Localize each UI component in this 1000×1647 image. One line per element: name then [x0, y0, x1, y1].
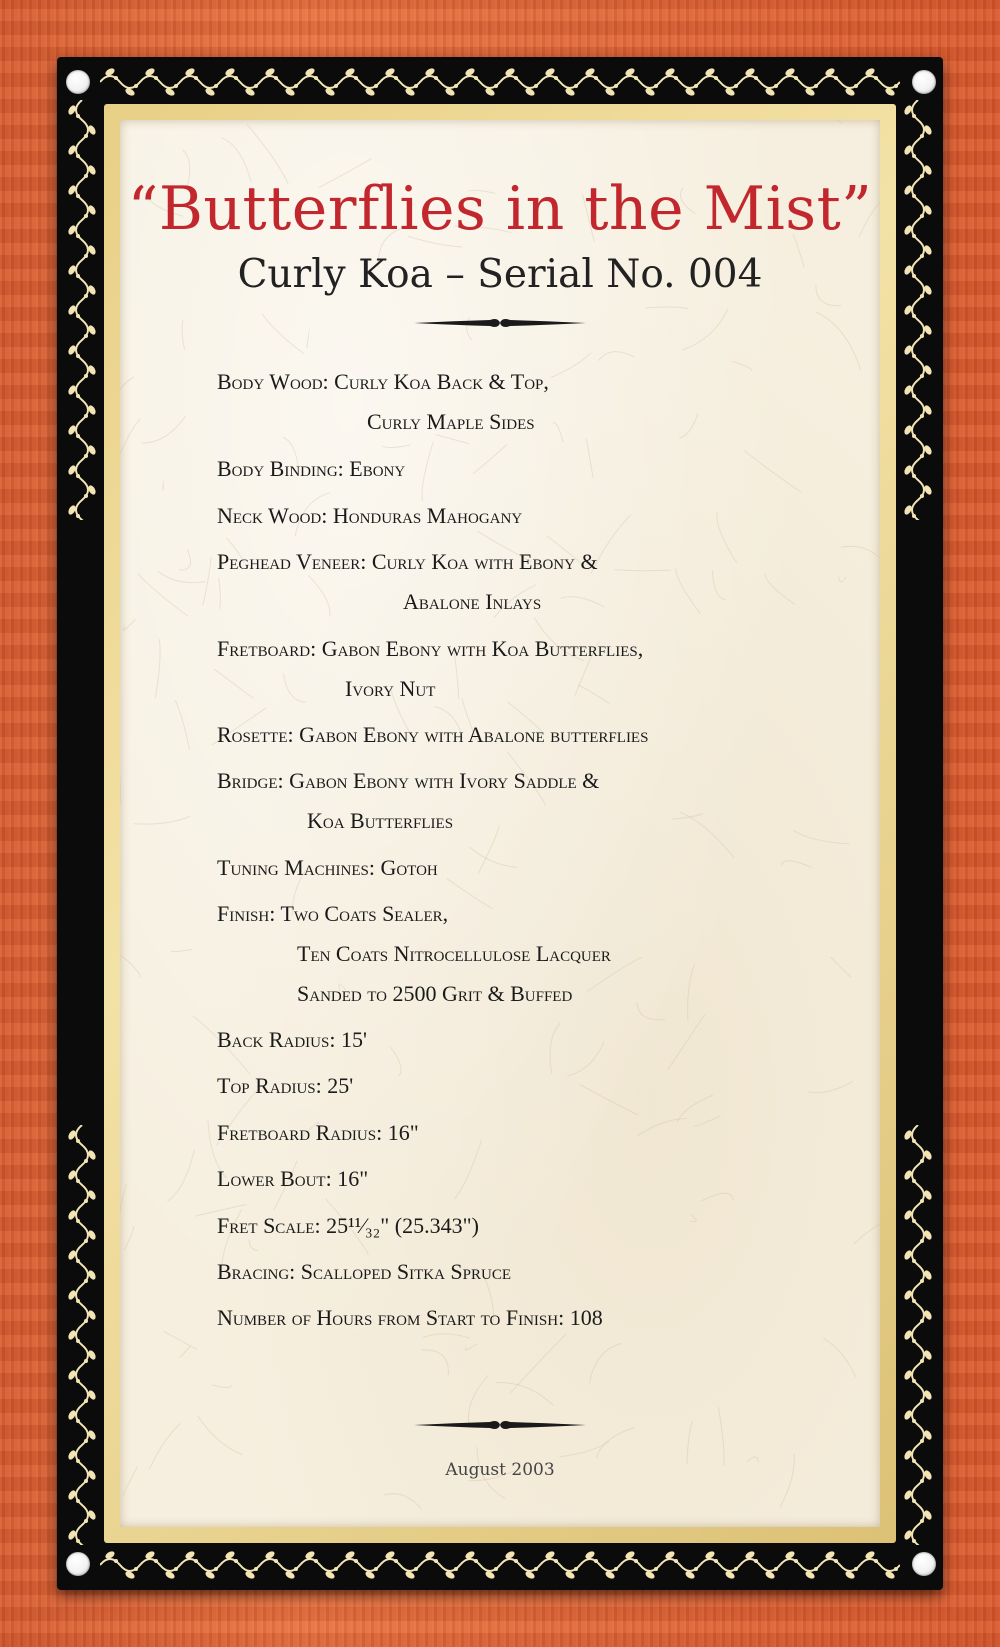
vine-border-top: [100, 62, 900, 102]
spec-entry: [217, 894, 857, 1014]
spec-entry: [217, 1252, 857, 1292]
spec-value: Scalloped Sitka Spruce: [295, 1259, 512, 1284]
spec-label: Body Wood:: [217, 369, 329, 394]
spec-entry: [217, 1298, 857, 1338]
spec-value: Two Coats Sealer,: [275, 901, 449, 926]
spec-line: [217, 1020, 857, 1060]
spec-label: Top Radius:: [217, 1073, 322, 1098]
spec-entry: [217, 496, 857, 536]
spec-value: Gabon Ebony with Abalone butterflies: [293, 722, 649, 747]
spec-value-continued: Sanded to 2500 Grit & Buffed: [297, 981, 573, 1006]
spec-value: 15': [335, 1027, 367, 1052]
spec-label: Bracing:: [217, 1259, 296, 1284]
spec-label: Finish:: [217, 901, 276, 926]
spec-label: Fretboard Radius:: [217, 1120, 383, 1145]
spec-value-continued: Ivory Nut: [345, 676, 436, 701]
spec-value: 25¹¹⁄₃₂" (25.343"): [320, 1213, 479, 1238]
spec-value-continued: Koa Butterflies: [307, 808, 454, 833]
spec-entry: [217, 542, 857, 622]
spec-line: [217, 761, 857, 801]
spec-entry: [217, 715, 857, 755]
spec-label: Peghead Veneer:: [217, 549, 367, 574]
vine-border-right-upper: [898, 100, 938, 520]
spec-label: Neck Wood:: [217, 503, 328, 528]
vine-border-right-lower: [898, 1125, 938, 1545]
spec-entry: [217, 1020, 857, 1060]
corner-hole-top-left: [66, 70, 90, 94]
spec-value: Honduras Mahogany: [327, 503, 523, 528]
spec-value: Gotoh: [374, 855, 438, 880]
ornament-divider-bottom: [410, 1417, 590, 1433]
spec-line: [217, 1066, 857, 1106]
spec-value: Curly Koa Back & Top,: [328, 369, 549, 394]
spec-line: [217, 362, 857, 402]
spec-line: [217, 1159, 857, 1199]
spec-line: [217, 629, 857, 669]
spec-value: Curly Koa with Ebony &: [366, 549, 598, 574]
spec-line: [217, 1113, 857, 1153]
ornament-divider-top: [410, 315, 590, 331]
vine-border-left-upper: [62, 100, 102, 520]
spec-label: Fret Scale:: [217, 1213, 321, 1238]
spec-line: [217, 1206, 857, 1246]
spec-line: [217, 715, 857, 755]
spec-label: Body Binding:: [217, 456, 344, 481]
corner-hole-bottom-left: [66, 1552, 90, 1576]
spec-line: [217, 542, 857, 582]
spec-line: [217, 496, 857, 536]
spec-value: Ebony: [343, 456, 406, 481]
date-footer: August 2003: [445, 1460, 555, 1480]
spec-entry: [217, 1206, 857, 1246]
vine-border-bottom: [100, 1545, 900, 1585]
spec-entry: [217, 1066, 857, 1106]
spec-label: Bridge:: [217, 768, 284, 793]
spec-label: Lower Bout:: [217, 1166, 332, 1191]
spec-value: 16": [331, 1166, 369, 1191]
spec-line: [217, 894, 857, 934]
card-subtitle: Curly Koa – Serial No. 004: [237, 252, 763, 297]
spec-value: Gabon Ebony with Koa Butterflies,: [316, 636, 644, 661]
spec-value: Gabon Ebony with Ivory Saddle &: [283, 768, 600, 793]
vine-border-left-lower: [62, 1125, 102, 1545]
corner-hole-top-right: [912, 70, 936, 94]
spec-entry: [217, 848, 857, 888]
spec-value: 108: [564, 1305, 603, 1330]
spec-line: [217, 1298, 857, 1338]
spec-entry: [217, 1159, 857, 1199]
spec-line: [217, 449, 857, 489]
spec-entry: [217, 449, 857, 489]
spec-label: Tuning Machines:: [217, 855, 375, 880]
spec-label: Fretboard:: [217, 636, 317, 661]
spec-entry: [217, 1113, 857, 1153]
spec-label: Number of Hours from Start to Finish:: [217, 1305, 565, 1330]
spec-entry: [217, 761, 857, 841]
spec-value-continued: Ten Coats Nitrocellulose Lacquer: [297, 941, 611, 966]
spec-label: Rosette:: [217, 722, 294, 747]
spec-value: 25': [321, 1073, 354, 1098]
card-title: “Butterflies in the Mist”: [127, 174, 873, 244]
spec-line: [217, 1252, 857, 1292]
spec-line: [217, 848, 857, 888]
spec-value-continued: Curly Maple Sides: [367, 409, 535, 434]
spec-value: 16": [382, 1120, 419, 1145]
spec-entry: [217, 362, 857, 442]
spec-entry: [217, 629, 857, 709]
spec-value-continued: Abalone Inlays: [403, 589, 542, 614]
spec-label: Back Radius:: [217, 1027, 336, 1052]
corner-hole-bottom-right: [912, 1552, 936, 1576]
spec-card: [120, 120, 880, 1527]
